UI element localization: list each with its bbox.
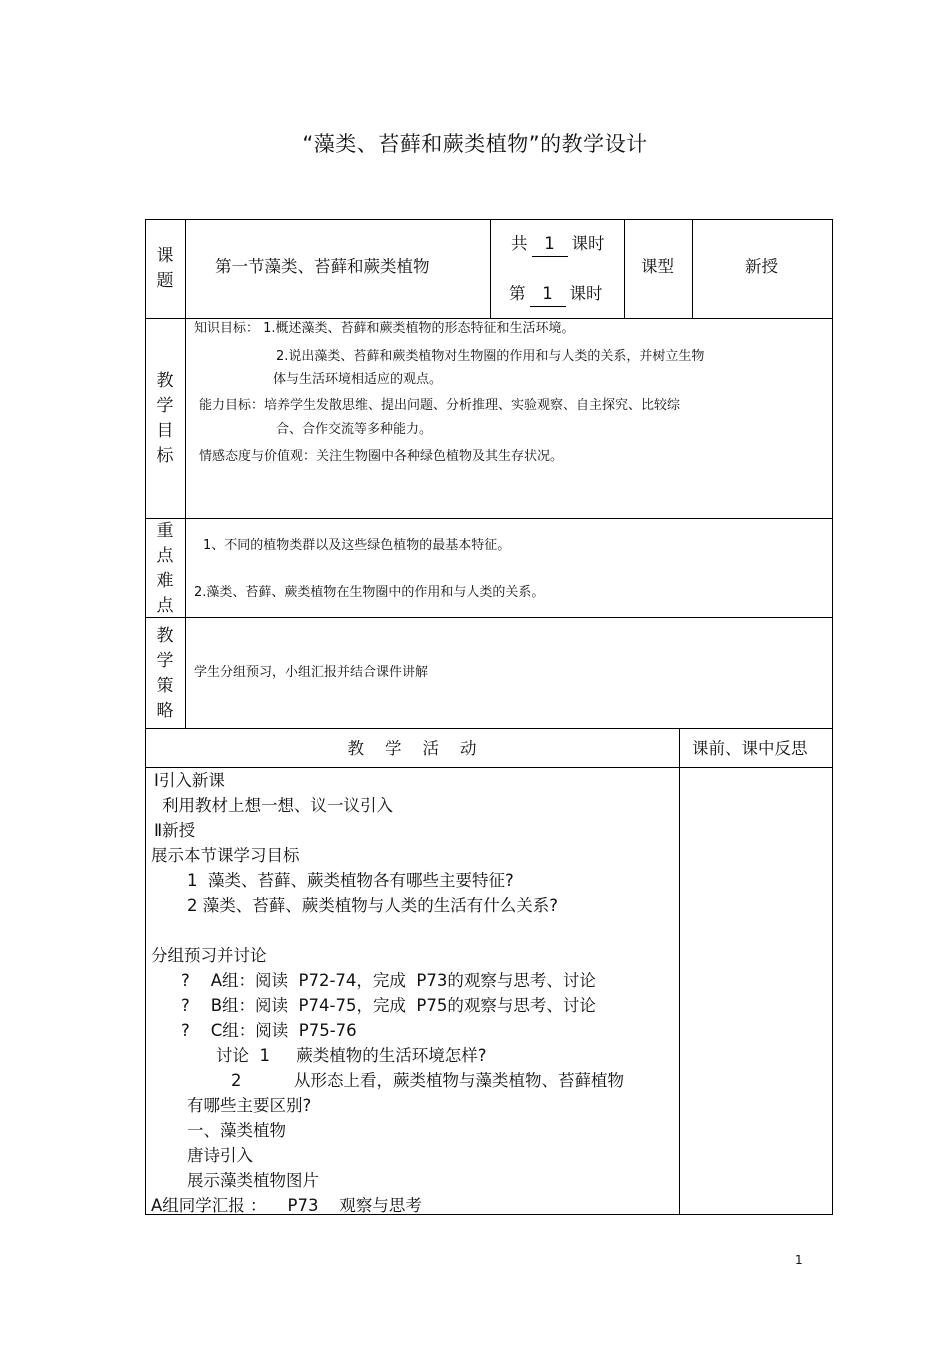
row-divider bbox=[145, 767, 833, 768]
activity-line: 讨论 1 蕨类植物的生活环境怎样? bbox=[216, 1046, 487, 1065]
column-divider bbox=[624, 219, 625, 318]
activity-line: 展示本节课学习目标 bbox=[151, 846, 300, 865]
row-divider bbox=[145, 617, 833, 618]
page-title: “藻类、苔藓和蕨类植物”的教学设计 bbox=[302, 132, 648, 156]
lesson-plan-table bbox=[145, 219, 833, 1215]
table-border-left bbox=[145, 219, 146, 1215]
activities-header: 教 学 活 动 bbox=[347, 739, 477, 758]
strategy-label: 教学策略 bbox=[156, 626, 174, 721]
topic-value: 第一节藻类、苔藓和蕨类植物 bbox=[215, 257, 430, 276]
key-points-label: 重点难点 bbox=[156, 521, 174, 616]
reflection-column-divider bbox=[679, 728, 680, 1214]
lesson-index: 第 1 课时 bbox=[509, 281, 603, 307]
activity-line: 利用教材上想一想、议一议引入 bbox=[162, 796, 393, 815]
activity-line: ? A组：阅读 P72-74，完成 P73的观察与思考、讨论 bbox=[181, 971, 596, 990]
row-divider bbox=[145, 518, 833, 519]
activity-line: 2 藻类、苔藓、蕨类植物与人类的生活有什么关系? bbox=[187, 896, 559, 915]
column-divider bbox=[490, 219, 491, 318]
topic-label: 课题 bbox=[156, 246, 174, 291]
activity-line: Ⅰ引入新课 bbox=[154, 771, 225, 790]
goal-line: 体与生活环境相适应的观点。 bbox=[273, 372, 443, 387]
activity-line: A组同学汇报 ： P73 观察与思考 bbox=[151, 1196, 422, 1215]
table-border-right bbox=[832, 219, 833, 1215]
column-divider bbox=[692, 219, 693, 318]
activity-line: 有哪些主要区别? bbox=[187, 1096, 312, 1115]
key-point: 2.藻类、苔藓、蕨类植物在生物圈中的作用和与人类的关系。 bbox=[194, 585, 545, 600]
reflection-header: 课前、课中反思 bbox=[692, 739, 808, 758]
goal-line: 知识目标： 1.概述藻类、苔藓和蕨类植物的形态特征和生活环境。 bbox=[194, 321, 575, 336]
goal-line: 能力目标：培养学生发散思维、提出问题、分析推理、实验观察、自主探究、比较综 bbox=[199, 398, 681, 413]
activity-line: 1 藻类、苔藓、蕨类植物各有哪些主要特征? bbox=[187, 871, 514, 890]
page-number: 1 bbox=[795, 1253, 803, 1267]
activity-line: 展示藻类植物图片 bbox=[187, 1171, 319, 1190]
row-divider bbox=[145, 728, 833, 729]
key-point: 1、不同的植物类群以及这些绿色植物的最基本特征。 bbox=[203, 538, 511, 553]
goal-line: 2.说出藻类、苔藓和蕨类植物对生物圈的作用和与人类的关系，并树立生物 bbox=[276, 349, 705, 364]
strategy-text: 学生分组预习，小组汇报并结合课件讲解 bbox=[194, 665, 429, 680]
table-border-top bbox=[145, 219, 833, 220]
activity-line: 唐诗引入 bbox=[187, 1146, 253, 1165]
lesson-type-value: 新授 bbox=[745, 257, 778, 276]
goal-line: 合、合作交流等多种能力。 bbox=[276, 422, 433, 437]
activity-line: 2 从形态上看，蕨类植物与藻类植物、苔藓植物 bbox=[231, 1071, 624, 1090]
lesson-type-label: 课型 bbox=[641, 257, 674, 276]
activity-line: Ⅱ新授 bbox=[154, 821, 196, 840]
activity-line: 分组预习并讨论 bbox=[151, 946, 267, 965]
total-hours: 共 1 课时 bbox=[511, 231, 605, 257]
label-column-divider bbox=[185, 219, 186, 728]
activity-line: ? B组：阅读 P74-75，完成 P75的观察与思考、讨论 bbox=[181, 996, 596, 1015]
activity-line: 一、藻类植物 bbox=[187, 1121, 286, 1140]
goals-label: 教学目标 bbox=[156, 371, 174, 466]
goal-line: 情感态度与价值观：关注生物圈中各种绿色植物及其生存状况。 bbox=[199, 449, 564, 464]
activity-line: ? C组：阅读 P75-76 bbox=[181, 1021, 357, 1040]
